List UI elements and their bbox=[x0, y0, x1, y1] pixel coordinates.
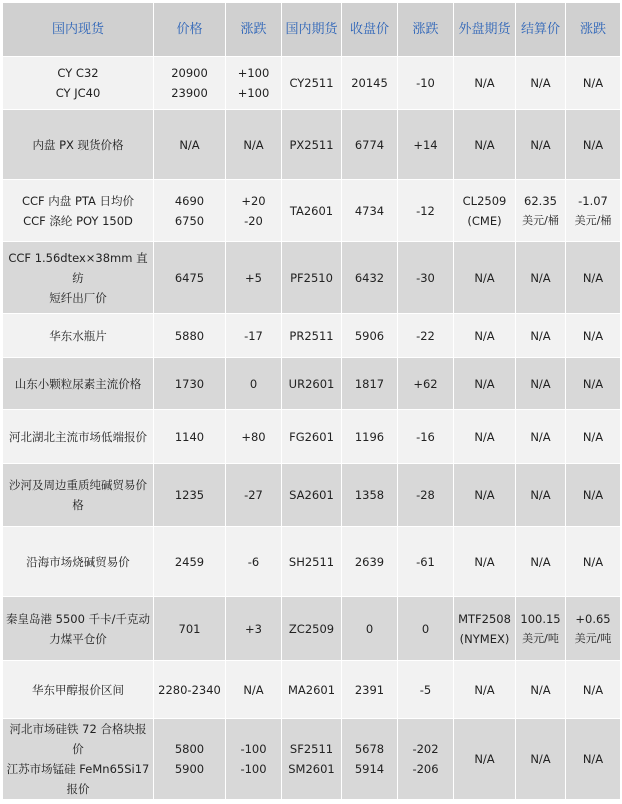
cell-text: CL2509 bbox=[462, 193, 507, 208]
cell-text: N/A bbox=[582, 270, 604, 285]
cell-text: +3 bbox=[245, 621, 262, 636]
cell-text: 1235 bbox=[174, 488, 205, 502]
cell-text: -17 bbox=[244, 328, 263, 343]
futures-change-cell bbox=[398, 661, 454, 719]
change-cell bbox=[226, 410, 282, 464]
change-cell bbox=[226, 719, 282, 800]
cell-text: 6750 bbox=[174, 213, 205, 228]
cell-text: N/A bbox=[582, 682, 604, 697]
cell-text: N/A bbox=[474, 752, 495, 766]
table-body bbox=[3, 57, 621, 800]
futures-contract-cell bbox=[282, 242, 342, 314]
cell-text: SF2511 bbox=[289, 742, 334, 756]
cell-text: 5800 bbox=[174, 742, 205, 756]
cell-text: -202 bbox=[412, 742, 439, 756]
price-cell bbox=[154, 110, 226, 180]
change-cell bbox=[226, 57, 282, 110]
header-row bbox=[3, 3, 621, 57]
cell-text: N/A bbox=[582, 328, 604, 343]
foreign-futures-cell bbox=[454, 661, 516, 719]
cell-text: SM2601 bbox=[288, 762, 335, 776]
price-cell bbox=[154, 661, 226, 719]
spot-name-cell bbox=[3, 242, 154, 314]
cell-text: TA2601 bbox=[289, 203, 334, 218]
cell-text: 1196 bbox=[354, 429, 385, 444]
cell-text: 0 bbox=[365, 621, 374, 636]
col-header-change: 涨跌 bbox=[226, 3, 282, 57]
cell-text: 2459 bbox=[174, 554, 205, 569]
futures-contract-cell bbox=[282, 110, 342, 180]
spot-name-cell bbox=[3, 180, 154, 242]
cell-text: N/A bbox=[474, 137, 495, 152]
futures-contract-cell bbox=[282, 464, 342, 527]
spot-name-cell bbox=[3, 410, 154, 464]
cell-text: N/A bbox=[530, 488, 551, 502]
cell-text: 6432 bbox=[354, 270, 385, 285]
cell-text: 华东水瓶片 bbox=[49, 328, 107, 343]
futures-change-cell bbox=[398, 110, 454, 180]
cell-text: 江苏市场锰硅 FeMn65Si17 bbox=[6, 762, 150, 776]
change-cell bbox=[226, 180, 282, 242]
cell-text: 5880 bbox=[174, 328, 205, 343]
settle-price-cell bbox=[516, 57, 566, 110]
cell-text: (CME) bbox=[467, 213, 502, 228]
cell-text: 沙河及周边重质纯碱贸易价格 bbox=[9, 478, 147, 512]
cell-text: CY JC40 bbox=[55, 86, 101, 100]
cell-text: 5914 bbox=[354, 762, 385, 776]
cell-text: PX2511 bbox=[289, 137, 334, 152]
cell-text: 河北湖北主流市场低端报价 bbox=[9, 429, 147, 444]
cell-text: N/A bbox=[474, 682, 495, 697]
cell-text: +5 bbox=[245, 270, 262, 285]
table-row bbox=[3, 242, 621, 314]
futures-change-cell bbox=[398, 180, 454, 242]
table-row bbox=[3, 57, 621, 110]
cell-text: N/A bbox=[582, 429, 604, 444]
table-row bbox=[3, 180, 621, 242]
cell-text: -100 bbox=[240, 762, 267, 776]
cell-text: N/A bbox=[582, 752, 604, 766]
spot-name-cell bbox=[3, 464, 154, 527]
price-cell bbox=[154, 410, 226, 464]
cell-text: MTF2508 bbox=[458, 611, 511, 626]
cell-text: 美元/吨 bbox=[574, 631, 612, 645]
cell-text: FG2601 bbox=[289, 429, 334, 444]
cell-text: SA2601 bbox=[289, 488, 334, 502]
cell-text: N/A bbox=[530, 682, 551, 697]
settle-price-cell bbox=[516, 464, 566, 527]
foreign-futures-cell bbox=[454, 242, 516, 314]
futures-contract-cell bbox=[282, 410, 342, 464]
settle-price-cell bbox=[516, 661, 566, 719]
settle-price-cell bbox=[516, 110, 566, 180]
cell-text: -16 bbox=[416, 429, 435, 444]
cell-text: 6774 bbox=[354, 137, 385, 152]
futures-change-cell bbox=[398, 57, 454, 110]
cell-text: CCF 1.56dtex×38mm 直纺 bbox=[8, 250, 148, 285]
futures-contract-cell bbox=[282, 527, 342, 597]
table-row bbox=[3, 110, 621, 180]
cell-text: CY C32 bbox=[57, 66, 99, 80]
col-header-foreign-futures: 外盘期货 bbox=[454, 3, 516, 57]
close-price-cell bbox=[342, 314, 398, 358]
foreign-futures-cell bbox=[454, 527, 516, 597]
settle-change-cell bbox=[566, 180, 621, 242]
cell-text: -100 bbox=[240, 742, 267, 756]
cell-text: -12 bbox=[416, 203, 435, 218]
cell-text: -1.07 bbox=[578, 193, 608, 208]
cell-text: 秦皇岛港 5500 千卡/千克动 bbox=[6, 611, 150, 626]
change-cell bbox=[226, 358, 282, 410]
settle-price-cell bbox=[516, 597, 566, 661]
table-row bbox=[3, 661, 621, 719]
cell-text: N/A bbox=[474, 554, 495, 569]
settle-change-cell bbox=[566, 410, 621, 464]
cell-text: 1140 bbox=[174, 429, 205, 444]
cell-text: -22 bbox=[416, 328, 435, 343]
table-row bbox=[3, 719, 621, 800]
close-price-cell bbox=[342, 358, 398, 410]
cell-text: 2280-2340 bbox=[158, 682, 221, 697]
settle-price-cell bbox=[516, 410, 566, 464]
cell-text: N/A bbox=[474, 376, 495, 391]
cell-text: 美元/桶 bbox=[574, 213, 612, 227]
price-table bbox=[2, 2, 621, 800]
cell-text: N/A bbox=[582, 76, 604, 90]
settle-change-cell bbox=[566, 110, 621, 180]
close-price-cell bbox=[342, 719, 398, 800]
cell-text: 2391 bbox=[354, 682, 385, 697]
cell-text: 5900 bbox=[174, 762, 205, 776]
foreign-futures-cell bbox=[454, 57, 516, 110]
col-header-close: 收盘价 bbox=[342, 3, 398, 57]
cell-text: 23900 bbox=[171, 86, 208, 100]
foreign-futures-cell bbox=[454, 110, 516, 180]
cell-text: PF2510 bbox=[290, 270, 333, 285]
cell-text: N/A bbox=[530, 554, 551, 569]
cell-text: 1730 bbox=[174, 376, 205, 391]
cell-text: 河北市场硅铁 72 合格块报价 bbox=[9, 722, 147, 756]
close-price-cell bbox=[342, 180, 398, 242]
settle-change-cell bbox=[566, 719, 621, 800]
cell-text: N/A bbox=[530, 752, 551, 766]
close-price-cell bbox=[342, 57, 398, 110]
change-cell bbox=[226, 314, 282, 358]
cell-text: CY2511 bbox=[289, 76, 334, 90]
cell-text: -27 bbox=[244, 488, 263, 502]
futures-change-cell bbox=[398, 464, 454, 527]
cell-text: -10 bbox=[416, 76, 435, 90]
price-cell bbox=[154, 242, 226, 314]
cell-text: 0 bbox=[249, 376, 258, 391]
cell-text: 100.15 bbox=[520, 611, 561, 626]
cell-text: +100 bbox=[237, 86, 270, 100]
foreign-futures-cell bbox=[454, 464, 516, 527]
table-row bbox=[3, 527, 621, 597]
futures-contract-cell bbox=[282, 661, 342, 719]
cell-text: N/A bbox=[243, 137, 264, 152]
foreign-futures-cell bbox=[454, 314, 516, 358]
cell-text: MA2601 bbox=[287, 682, 336, 697]
price-cell bbox=[154, 464, 226, 527]
cell-text: N/A bbox=[474, 76, 495, 90]
col-header-settle: 结算价 bbox=[516, 3, 566, 57]
futures-change-cell bbox=[398, 358, 454, 410]
futures-contract-cell bbox=[282, 597, 342, 661]
settle-change-cell bbox=[566, 527, 621, 597]
cell-text: CCF 内盘 PTA 日均价 bbox=[21, 193, 135, 208]
cell-text: 美元/吨 bbox=[522, 631, 559, 645]
spot-name-cell bbox=[3, 527, 154, 597]
cell-text: PR2511 bbox=[289, 328, 334, 343]
futures-contract-cell bbox=[282, 358, 342, 410]
cell-text: +62 bbox=[413, 376, 438, 391]
cell-text: 1358 bbox=[354, 488, 385, 502]
spot-name-cell bbox=[3, 719, 154, 800]
futures-change-cell bbox=[398, 719, 454, 800]
close-price-cell bbox=[342, 110, 398, 180]
col-header-settle-change: 涨跌 bbox=[566, 3, 621, 57]
foreign-futures-cell bbox=[454, 597, 516, 661]
cell-text: 短纤出厂价 bbox=[49, 290, 107, 305]
spot-name-cell bbox=[3, 661, 154, 719]
cell-text: N/A bbox=[179, 137, 200, 152]
price-cell bbox=[154, 358, 226, 410]
table-row bbox=[3, 358, 621, 410]
cell-text: (NYMEX) bbox=[459, 631, 510, 646]
price-cell bbox=[154, 719, 226, 800]
cell-text: 报价 bbox=[66, 782, 90, 796]
cell-text: 20900 bbox=[171, 66, 208, 80]
settle-change-cell bbox=[566, 57, 621, 110]
table-row bbox=[3, 597, 621, 661]
cell-text: N/A bbox=[582, 488, 604, 502]
cell-text: N/A bbox=[530, 137, 551, 152]
settle-change-cell bbox=[566, 661, 621, 719]
cell-text: N/A bbox=[530, 376, 551, 391]
cell-text: 4734 bbox=[354, 203, 385, 218]
cell-text: -20 bbox=[244, 213, 263, 228]
change-cell bbox=[226, 242, 282, 314]
cell-text: 力煤平仓价 bbox=[49, 631, 107, 646]
close-price-cell bbox=[342, 661, 398, 719]
cell-text: N/A bbox=[530, 429, 551, 444]
table-row bbox=[3, 314, 621, 358]
settle-change-cell bbox=[566, 464, 621, 527]
cell-text: +20 bbox=[241, 193, 266, 208]
col-header-domestic-futures: 国内期货 bbox=[282, 3, 342, 57]
cell-text: -206 bbox=[412, 762, 439, 776]
settle-change-cell bbox=[566, 242, 621, 314]
futures-contract-cell bbox=[282, 314, 342, 358]
price-cell bbox=[154, 57, 226, 110]
settle-change-cell bbox=[566, 597, 621, 661]
change-cell bbox=[226, 661, 282, 719]
change-cell bbox=[226, 464, 282, 527]
change-cell bbox=[226, 597, 282, 661]
spot-name-cell bbox=[3, 110, 154, 180]
cell-text: 1817 bbox=[354, 376, 385, 391]
cell-text: N/A bbox=[474, 488, 495, 502]
cell-text: -28 bbox=[416, 488, 435, 502]
change-cell bbox=[226, 527, 282, 597]
cell-text: N/A bbox=[582, 554, 604, 569]
cell-text: N/A bbox=[474, 270, 495, 285]
cell-text: N/A bbox=[243, 682, 264, 697]
cell-text: N/A bbox=[582, 137, 604, 152]
settle-price-cell bbox=[516, 314, 566, 358]
cell-text: 701 bbox=[178, 621, 201, 636]
price-cell bbox=[154, 180, 226, 242]
futures-contract-cell bbox=[282, 180, 342, 242]
cell-text: 内盘 PX 现货价格 bbox=[32, 137, 124, 152]
futures-change-cell bbox=[398, 527, 454, 597]
price-cell bbox=[154, 527, 226, 597]
cell-text: -6 bbox=[247, 554, 260, 569]
futures-change-cell bbox=[398, 597, 454, 661]
futures-change-cell bbox=[398, 314, 454, 358]
cell-text: 6475 bbox=[174, 270, 205, 285]
cell-text: 华东甲醇报价区间 bbox=[32, 682, 124, 697]
cell-text: +80 bbox=[241, 429, 266, 444]
settle-change-cell bbox=[566, 358, 621, 410]
cell-text: UR2601 bbox=[288, 376, 335, 391]
futures-contract-cell bbox=[282, 57, 342, 110]
price-cell bbox=[154, 597, 226, 661]
cell-text: N/A bbox=[474, 328, 495, 343]
close-price-cell bbox=[342, 410, 398, 464]
foreign-futures-cell bbox=[454, 180, 516, 242]
settle-price-cell bbox=[516, 527, 566, 597]
futures-change-cell bbox=[398, 242, 454, 314]
cell-text: -61 bbox=[416, 554, 435, 569]
cell-text: 美元/桶 bbox=[522, 213, 559, 227]
close-price-cell bbox=[342, 597, 398, 661]
cell-text: +14 bbox=[413, 137, 438, 152]
col-header-futures-change: 涨跌 bbox=[398, 3, 454, 57]
close-price-cell bbox=[342, 242, 398, 314]
cell-text: N/A bbox=[582, 376, 604, 391]
settle-price-cell bbox=[516, 719, 566, 800]
cell-text: N/A bbox=[530, 76, 551, 90]
cell-text: 5906 bbox=[354, 328, 385, 343]
settle-price-cell bbox=[516, 180, 566, 242]
spot-name-cell bbox=[3, 314, 154, 358]
table-row bbox=[3, 464, 621, 527]
col-header-price: 价格 bbox=[154, 3, 226, 57]
cell-text: N/A bbox=[530, 270, 551, 285]
cell-text: ZC2509 bbox=[288, 621, 335, 636]
cell-text: -30 bbox=[416, 270, 435, 285]
cell-text: 5678 bbox=[354, 742, 385, 756]
settle-change-cell bbox=[566, 314, 621, 358]
spot-name-cell bbox=[3, 597, 154, 661]
cell-text: SH2511 bbox=[288, 554, 335, 569]
price-cell bbox=[154, 314, 226, 358]
col-header-domestic-spot: 国内现货 bbox=[3, 3, 154, 57]
spot-name-cell bbox=[3, 358, 154, 410]
foreign-futures-cell bbox=[454, 410, 516, 464]
futures-change-cell bbox=[398, 410, 454, 464]
settle-price-cell bbox=[516, 242, 566, 314]
close-price-cell bbox=[342, 527, 398, 597]
foreign-futures-cell bbox=[454, 719, 516, 800]
cell-text: N/A bbox=[530, 328, 551, 343]
spot-name-cell bbox=[3, 57, 154, 110]
change-cell bbox=[226, 110, 282, 180]
cell-text: 4690 bbox=[174, 193, 205, 208]
cell-text: 山东小颗粒尿素主流价格 bbox=[14, 376, 142, 391]
cell-text: 2639 bbox=[354, 554, 385, 569]
cell-text: 沿海市场烧碱贸易价 bbox=[26, 554, 130, 569]
cell-text: 20145 bbox=[351, 76, 388, 90]
cell-text: +100 bbox=[237, 66, 270, 80]
settle-price-cell bbox=[516, 358, 566, 410]
cell-text: CCF 涤纶 POY 150D bbox=[23, 213, 133, 228]
cell-text: 0 bbox=[421, 621, 430, 636]
cell-text: +0.65 bbox=[575, 611, 611, 626]
close-price-cell bbox=[342, 464, 398, 527]
cell-text: N/A bbox=[474, 429, 495, 444]
table-row bbox=[3, 410, 621, 464]
foreign-futures-cell bbox=[454, 358, 516, 410]
cell-text: 62.35 bbox=[524, 193, 557, 208]
futures-contract-cell bbox=[282, 719, 342, 800]
cell-text: -5 bbox=[419, 682, 432, 697]
